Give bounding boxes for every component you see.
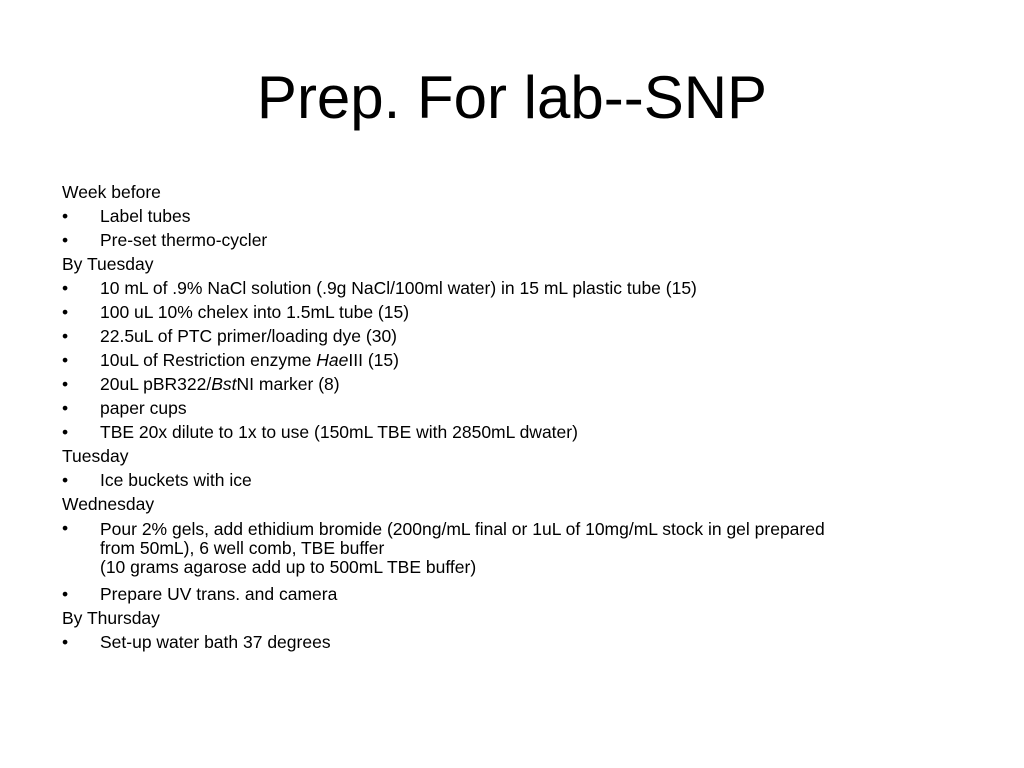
bullet-icon: • bbox=[62, 470, 69, 490]
bullet-item bbox=[62, 300, 962, 324]
bullet-icon: • bbox=[62, 374, 69, 394]
bullet-text: 100 uL 10% chelex into 1.5mL tube (15) bbox=[100, 302, 410, 322]
bullet-text bbox=[100, 350, 399, 370]
section-heading: Wednesday bbox=[62, 494, 155, 514]
bullet-item bbox=[62, 468, 962, 492]
bullet-text-post: III (15) bbox=[348, 350, 399, 370]
bullet-item bbox=[62, 348, 962, 372]
bullet-text-italic: Hae bbox=[316, 350, 349, 370]
section-heading: By Thursday bbox=[62, 608, 160, 628]
bullet-text bbox=[100, 374, 340, 394]
bullet-icon: • bbox=[62, 206, 69, 226]
bullet-icon: • bbox=[62, 302, 69, 322]
bullet-text: 10 mL of .9% NaCl solution (.9g NaCl/100ml water) in 15 mL plastic tube (15) bbox=[100, 278, 697, 298]
bullet-text: 22.5uL of PTC primer/loading dye (30) bbox=[100, 326, 398, 346]
bullet-item bbox=[62, 630, 962, 654]
bullet-item bbox=[62, 204, 962, 228]
bullet-text: Prepare UV trans. and camera bbox=[100, 584, 338, 604]
bullet-text-post: NI marker (8) bbox=[236, 374, 340, 394]
bullet-item bbox=[62, 228, 962, 252]
bullet-text: paper cups bbox=[100, 398, 187, 418]
bullet-text-line: Pour 2% gels, add ethidium bromide (200ng/mL final or 1uL of 10mg/mL stock in gel prepared bbox=[100, 519, 825, 539]
bullet-icon: • bbox=[62, 326, 69, 346]
bullet-item bbox=[62, 276, 962, 300]
bullet-icon: • bbox=[62, 398, 69, 418]
bullet-icon: • bbox=[62, 230, 69, 250]
bullet-item bbox=[62, 324, 962, 348]
bullet-text: Ice buckets with ice bbox=[100, 470, 252, 490]
bullet-text-pre: 10uL of Restriction enzyme bbox=[100, 350, 317, 370]
bullet-text-pre: 20uL pBR322/ bbox=[100, 374, 212, 394]
bullet-item bbox=[62, 396, 962, 420]
bullet-item bbox=[62, 372, 962, 396]
bullet-icon: • bbox=[62, 350, 69, 370]
bullet-text-italic: Bst bbox=[211, 374, 237, 394]
bullet-item bbox=[62, 516, 962, 582]
section-heading: Tuesday bbox=[62, 446, 129, 466]
bullet-icon: • bbox=[62, 278, 69, 298]
section-heading: Week before bbox=[62, 182, 161, 202]
section-heading: By Tuesday bbox=[62, 254, 154, 274]
slide-title: Prep. For lab--SNP bbox=[256, 64, 768, 131]
slide-body bbox=[62, 180, 962, 654]
bullet-text: TBE 20x dilute to 1x to use (150mL TBE with 2850mL dwater) bbox=[100, 422, 578, 442]
bullet-text: Label tubes bbox=[100, 206, 191, 226]
bullet-item bbox=[62, 420, 962, 444]
bullet-text-line: (10 grams agarose add up to 500mL TBE buffer) bbox=[100, 557, 477, 577]
bullet-text: Pre-set thermo-cycler bbox=[100, 230, 268, 250]
bullet-icon: • bbox=[62, 518, 69, 538]
bullet-text: Set-up water bath 37 degrees bbox=[100, 632, 331, 652]
bullet-icon: • bbox=[62, 584, 69, 604]
bullet-text bbox=[100, 516, 962, 582]
bullet-icon: • bbox=[62, 632, 69, 652]
bullet-icon: • bbox=[62, 422, 69, 442]
bullet-item bbox=[62, 582, 962, 606]
bullet-text-line: from 50mL), 6 well comb, TBE buffer bbox=[100, 538, 385, 558]
